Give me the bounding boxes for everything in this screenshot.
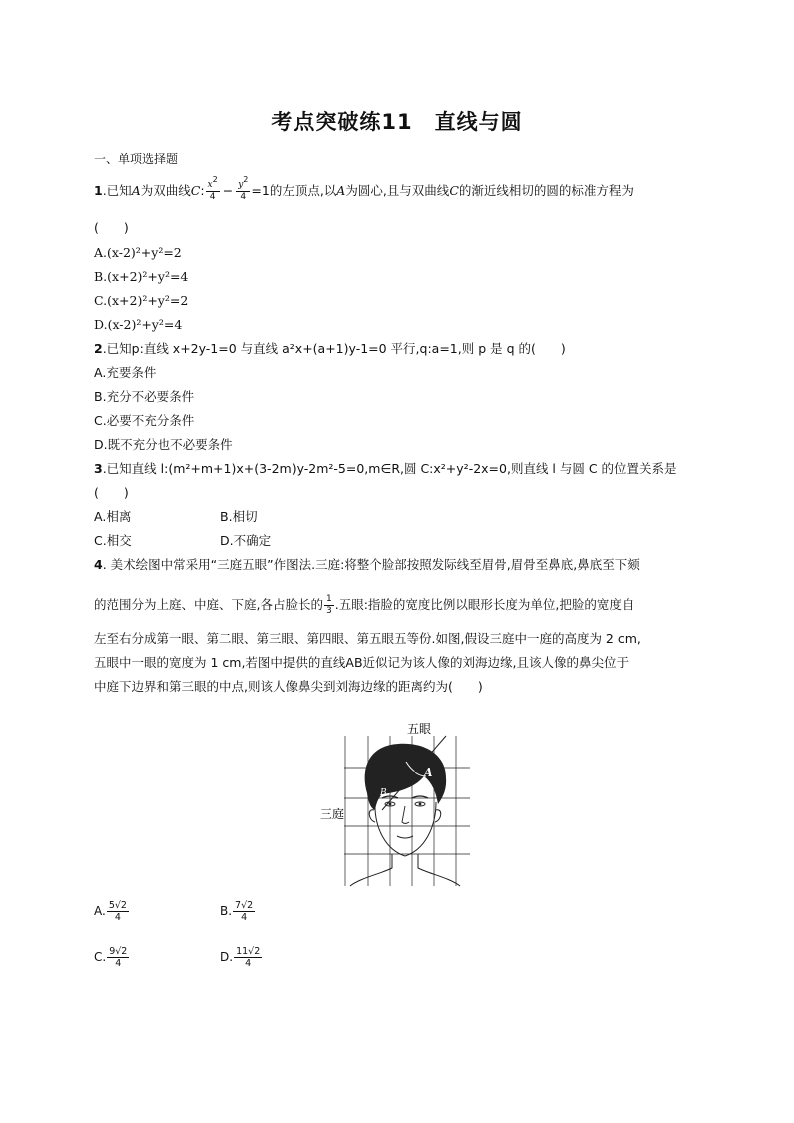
q1-answer-paren: ( ) bbox=[94, 220, 129, 235]
page-title bbox=[0, 106, 794, 136]
q3-stem: 3.已知直线 l:(m²+m+1)x+(3-2m)y-2m²-5=0,m∈R,圆 C:x²+y²-2x=0,则直线 l 与圆 C 的位置关系是 bbox=[94, 461, 677, 476]
q4-option-a[interactable]: A. $\frac{5√2}{4}$ bbox=[94, 900, 127, 923]
q4-stem-line4: 五眼中一眼的宽度为 1 cm,若图中提供的直线AB近似记为该人像的刘海边缘,且该人像的鼻尖位于 bbox=[94, 655, 630, 670]
q2-stem: 2.已知p:直线 x+2y-1=0 与直线 a²x+(a+1)y-1=0 平行,q:a=1,则 p 是 q 的( ) bbox=[94, 341, 566, 356]
x2-over-4-fraction: $\frac{x^2}{4}$ bbox=[207, 175, 218, 202]
q4-stem-line2: 的范围分为上庭、中庭、下庭,各占脸长的 $\frac{1}{3}$ .五眼:指脸的宽度比例以眼形长度为单位,把脸的宽度自 bbox=[94, 594, 635, 616]
santing-label: 三庭 bbox=[320, 807, 345, 821]
q4-stem-line1: 4. 美术绘图中常采用“三庭五眼”作图法.三庭:将整个脸部按照发际线至眉骨,眉骨至鼻底,鼻底至下颏 bbox=[94, 557, 640, 572]
q3-option-d[interactable]: D.不确定 bbox=[220, 533, 272, 548]
q4-option-b[interactable]: B. $\frac{7√2}{4}$ bbox=[220, 900, 254, 923]
three-courts-five-eyes-figure bbox=[320, 718, 470, 888]
q3-option-b[interactable]: B.相切 bbox=[220, 509, 258, 524]
q4-stem-line5: 中庭下边界和第三眼的中点,则该人像鼻尖到刘海边缘的距离约为( ) bbox=[94, 679, 483, 694]
q2-option-d[interactable]: D.既不充分也不必要条件 bbox=[94, 437, 233, 452]
q3-option-a[interactable]: A.相离 bbox=[94, 509, 132, 524]
q4-stem-line3: 左至右分成第一眼、第二眼、第三眼、第四眼、第五眼五等份.如图,假设三庭中一庭的高度为 2 cm, bbox=[94, 631, 641, 646]
q3-answer-paren: ( ) bbox=[94, 485, 129, 500]
point-b-label: B bbox=[380, 788, 387, 798]
q2-option-b[interactable]: B.充分不必要条件 bbox=[94, 389, 195, 404]
title-left: 考点突破练11 bbox=[271, 110, 413, 134]
q4-option-c[interactable]: C. $\frac{9√2}{4}$ bbox=[94, 946, 128, 969]
face-diagram bbox=[320, 718, 470, 888]
one-third-fraction: $\frac{1}{3}$ bbox=[325, 594, 332, 616]
q1-option-b[interactable]: B.(x+2)²+y²=4 bbox=[94, 269, 189, 284]
wuyan-label: 五眼 bbox=[407, 722, 432, 736]
section-heading: 一、单项选择题 bbox=[94, 152, 179, 166]
title-right: 直线与圆 bbox=[434, 110, 523, 134]
q2-option-c[interactable]: C.必要不充分条件 bbox=[94, 413, 195, 428]
q4-option-d[interactable]: D. $\frac{11√2}{4}$ bbox=[220, 946, 261, 969]
point-a-label: A bbox=[424, 766, 433, 779]
q2-option-a[interactable]: A.充要条件 bbox=[94, 365, 157, 380]
q3-option-c[interactable]: C.相交 bbox=[94, 533, 132, 548]
q1-option-c[interactable]: C.(x+2)²+y²=2 bbox=[94, 293, 189, 308]
q1-option-d[interactable]: D.(x-2)²+y²=4 bbox=[94, 317, 183, 332]
y2-over-4-fraction: $\frac{y^2}{4}$ bbox=[238, 175, 249, 202]
q1-stem: 1.已知A为双曲线C: $\frac{x^2}{4}$ − $\frac{y^2}{4}$ =1的左顶点,以A为圆心,且与双曲线C的渐近线相切的圆的标准方程为 bbox=[94, 175, 634, 202]
q1-option-a[interactable]: A.(x-2)²+y²=2 bbox=[94, 245, 182, 260]
